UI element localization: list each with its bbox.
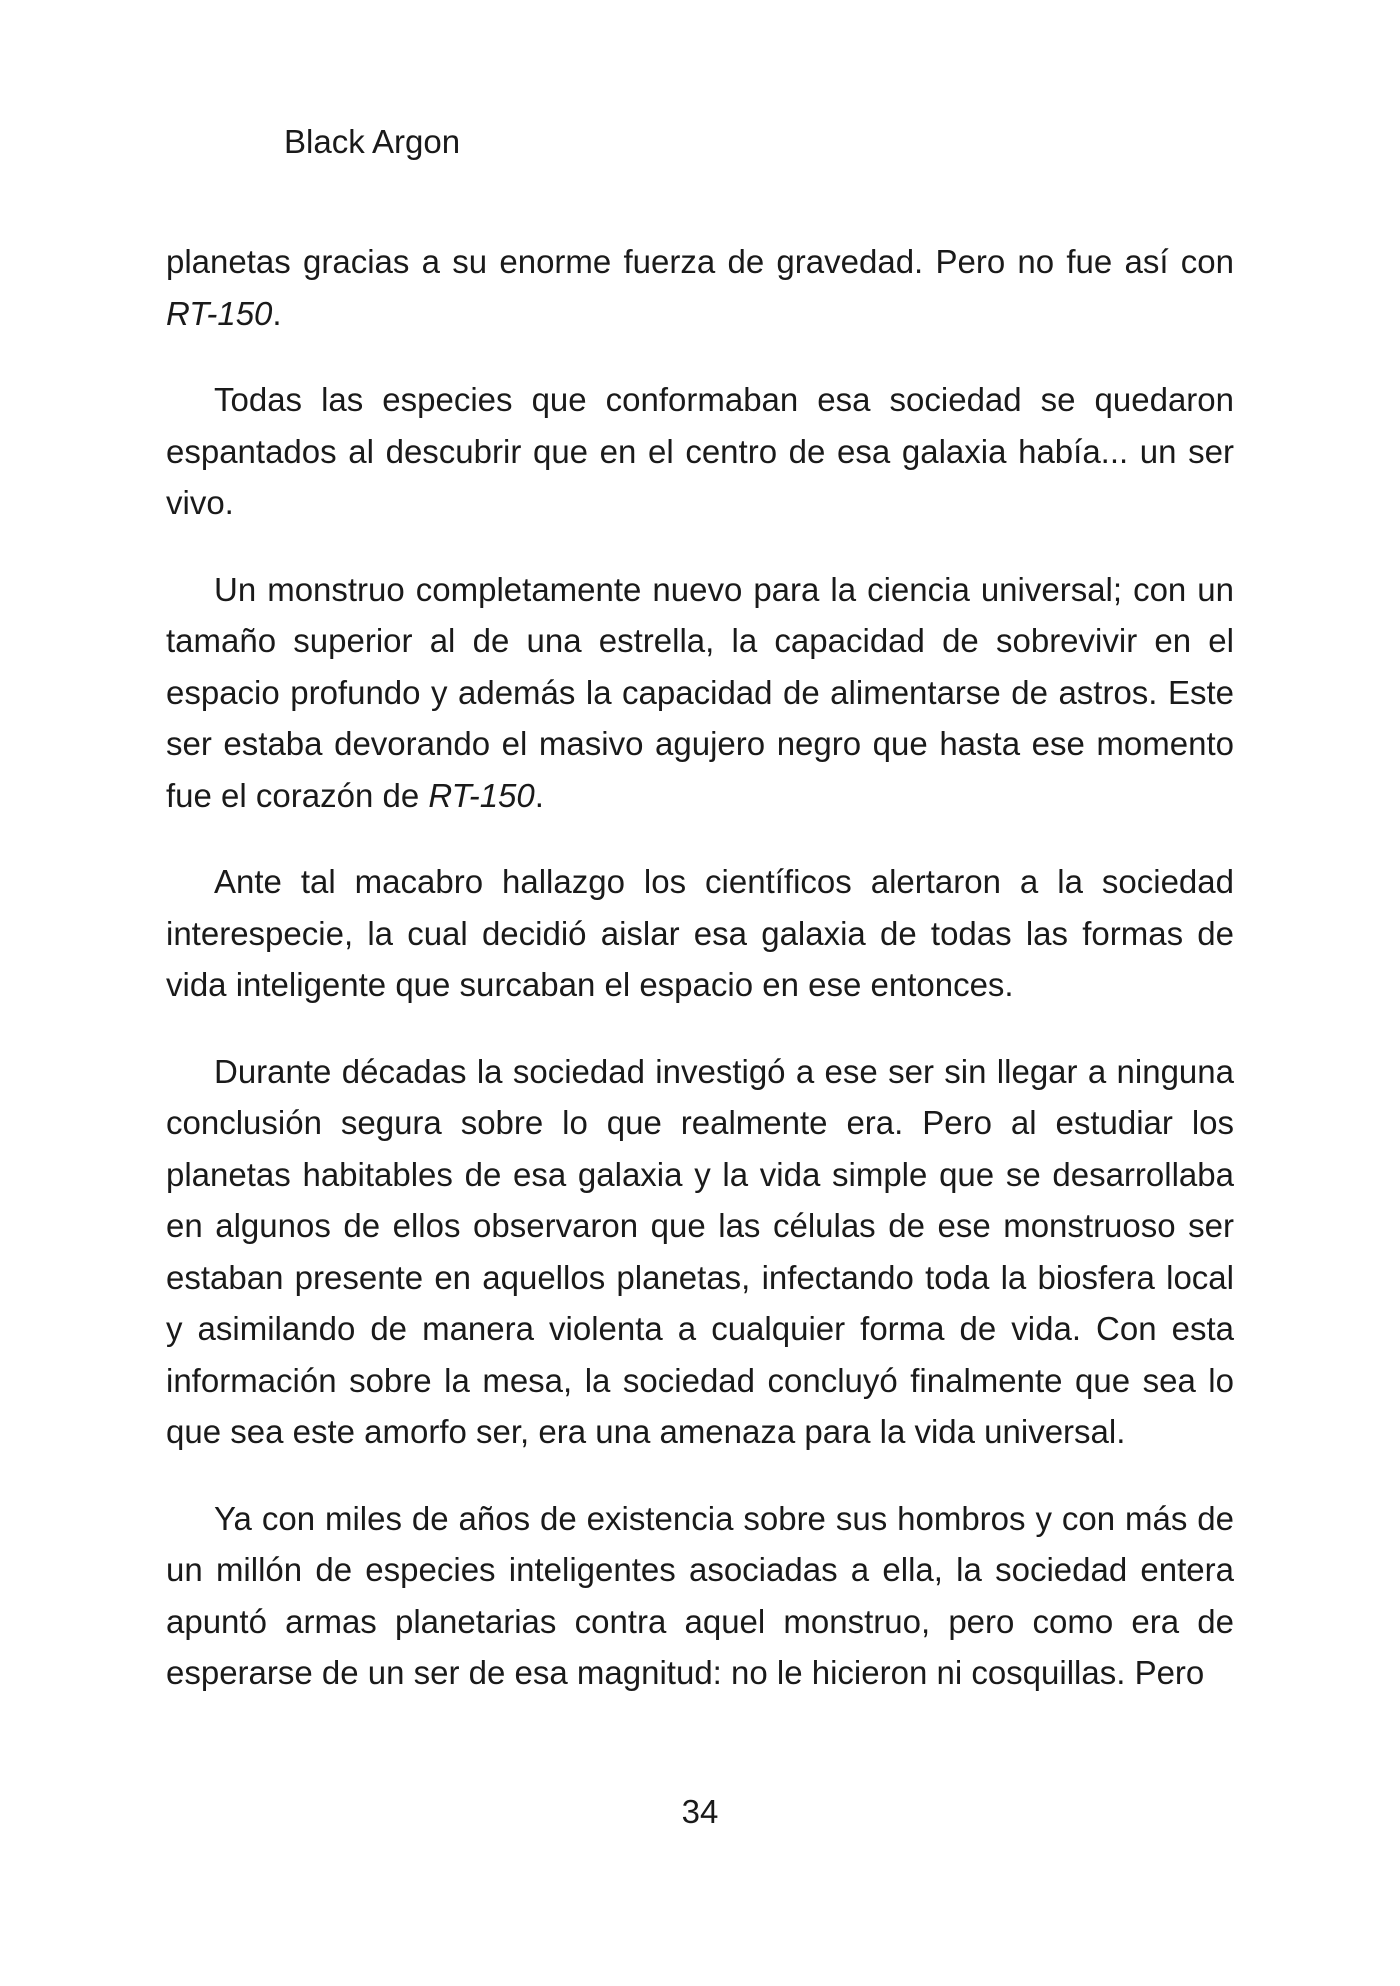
paragraph <box>166 374 1234 529</box>
italic-text-run: RT-150 <box>166 294 273 332</box>
page-number: 34 <box>681 1793 719 1830</box>
paragraph <box>166 1493 1234 1699</box>
body-text <box>166 236 1234 1734</box>
text-run: . <box>272 294 282 332</box>
running-header-title: Black Argon <box>284 123 461 160</box>
italic-text-run: RT-150 <box>428 776 535 814</box>
paragraph <box>166 564 1234 822</box>
paragraph <box>166 236 1234 339</box>
text-run: Ya con miles de años de existencia sobre sus hombros y con más de un millón de especies inteligentes asociadas a ella, la sociedad entera apuntó armas planetarias contra aquel monstruo, pero como era de esperarse de un ser de esa magnitud: no le hicieron ni cosquillas. Pero <box>166 1499 1234 1691</box>
text-run: Todas las especies que conformaban esa sociedad se quedaron espantados al descubrir que en el centro de esa galaxia había... un ser vivo. <box>166 381 1234 521</box>
text-run: planetas gracias a su enorme fuerza de gravedad. Pero no fue así con <box>166 243 1234 280</box>
text-run: Ante tal macabro hallazgo los científicos alertaron a la sociedad interespecie, la cual decidió aislar esa galaxia de todas las formas de vida inteligente que surcaban el espacio en ese entonces. <box>166 863 1234 1003</box>
text-run: Un monstruo completamente nuevo para la ciencia universal; con un tamaño superior al de una estrella, la capacidad de sobrevivir en el espacio profundo y además la capacidad de alimentarse de astros. Este ser estaba devorando el masivo agujero negro que hasta ese momento fue el corazón de <box>166 570 1234 814</box>
paragraph <box>166 1046 1234 1458</box>
paragraph <box>166 856 1234 1011</box>
text-run: . <box>534 776 544 814</box>
text-run: Durante décadas la sociedad investigó a ese ser sin llegar a ninguna conclusión segura sobre lo que realmente era. Pero al estudiar los planetas habitables de esa galaxia y la vida simple que se desarrollaba en algunos de ellos observaron que las células de ese monstruoso ser estaban presente en aquellos planetas, infectando toda la biosfera local y asimilando de manera violenta a cualquier forma de vida. Con esta información sobre la mesa, la sociedad concluyó finalmente que sea lo que sea este amorfo ser, era una amenaza para la vida universal. <box>166 1052 1234 1450</box>
